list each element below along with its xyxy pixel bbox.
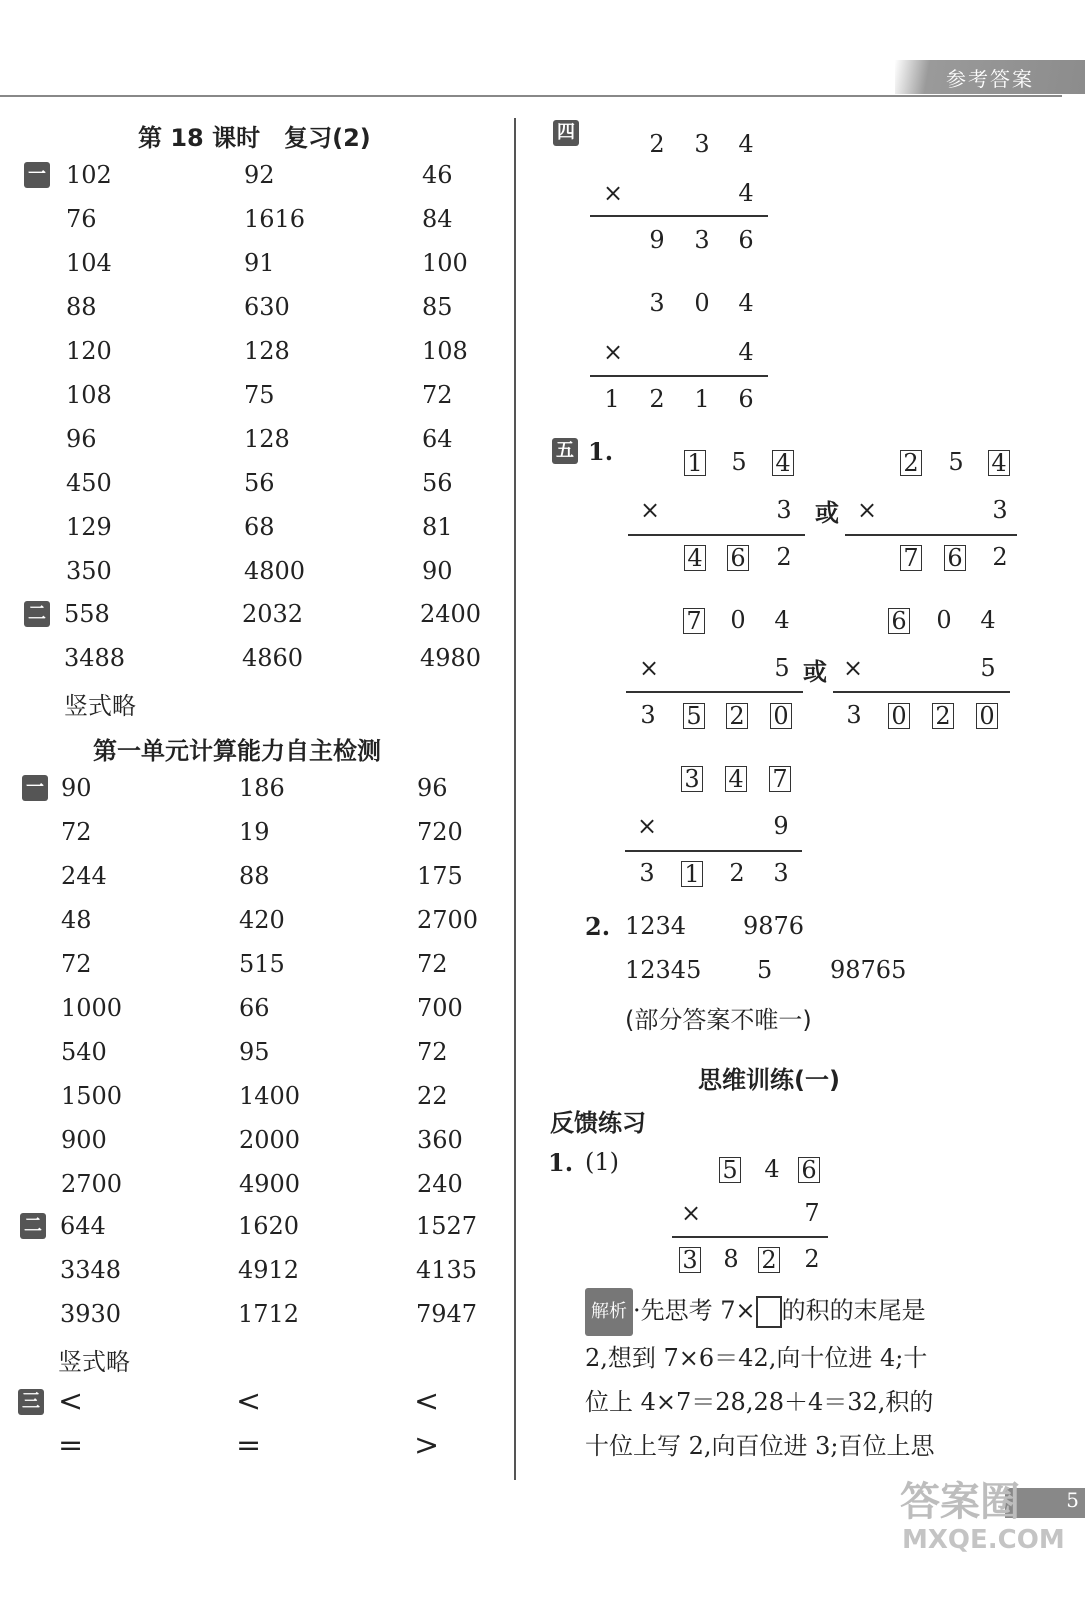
answer-cell: > [414,1428,440,1463]
answer-cell: 88 [239,862,270,890]
answer-cell: 540 [61,1038,107,1066]
answer-cell: 100 [422,249,468,277]
answer-cell: 2700 [417,906,479,934]
analysis-line-4: 十位上写 2,向百位进 3;百位上思 [585,1432,935,1460]
answer-grid-s1-1 [66,153,522,593]
answer-cell: 72 [417,950,448,978]
answer-not-unique-note: (部分答案不唯一) [625,1006,812,1034]
answer-cell: 1712 [238,1300,300,1328]
or-label: 或 [803,657,827,686]
answer-cell: 108 [422,337,468,365]
section-badge-1: 一 [24,162,50,188]
blank-box-icon [756,1296,782,1328]
section-badge-5: 五 [552,438,578,464]
answer-cell: 360 [417,1126,463,1154]
or-label: 或 [815,498,839,527]
result-line [845,534,1017,536]
answer-cell: 4900 [239,1170,301,1198]
lesson-title: 第 18 课时 复习(2) [138,124,371,152]
result-line [672,1236,828,1238]
answer-cell: 56 [244,469,275,497]
feedback-practice-heading: 反馈练习 [550,1109,646,1137]
answer-cell: 1616 [244,205,306,233]
answer-cell: 4980 [420,644,482,672]
answer-cell: 630 [244,293,290,321]
section-badge-4: 四 [553,120,579,146]
answer-cell: 1400 [239,1082,301,1110]
answer-cell: 56 [422,469,453,497]
q2-number: 2. [585,912,611,941]
answer-cell: 72 [61,950,92,978]
answer-cell: 48 [61,906,92,934]
answer-cell: 81 [422,513,453,541]
answer-cell: 186 [239,774,285,802]
q2-answer: 9876 [743,912,805,940]
answer-cell: 2032 [242,600,304,628]
answer-cell: 350 [66,557,112,585]
answer-cell: 4912 [238,1256,300,1284]
answer-cell: 75 [244,381,275,409]
q1-number: 1. [548,1148,574,1177]
answer-cell: 4860 [242,644,304,672]
section-badge-3: 三 [18,1389,44,1415]
header-rule [0,95,1062,97]
answer-cell: 515 [239,950,285,978]
answer-cell: 128 [244,425,290,453]
answer-cell: 1000 [61,994,123,1022]
answer-grid-s1-2 [64,592,520,680]
answer-cell: 558 [64,600,110,628]
answer-cell: 2000 [239,1126,301,1154]
result-line [626,691,803,693]
result-line [590,375,768,377]
answer-cell: 900 [61,1126,107,1154]
answer-grid-s2-1 [61,766,517,1206]
answer-cell: 644 [60,1212,106,1240]
answer-cell: 84 [422,205,453,233]
unit-test-title: 第一单元计算能力自主检测 [93,737,381,765]
answer-cell: 108 [66,381,112,409]
answer-cell: 1500 [61,1082,123,1110]
answer-cell: 66 [239,994,270,1022]
answer-cell: 128 [244,337,290,365]
analysis-line-1: 解析 ·先思考 7× 的积的末尾是 [585,1288,1015,1336]
answer-cell: 720 [417,818,463,846]
answer-cell: 96 [66,425,97,453]
answer-cell: < [414,1384,440,1419]
q2-answer: 1234 [625,912,687,940]
answer-cell: 700 [417,994,463,1022]
answer-cell: 90 [422,557,453,585]
vertical-omitted-note: 竖式略 [64,692,136,720]
answer-cell: 104 [66,249,112,277]
answer-cell: 4135 [416,1256,478,1284]
answer-grid-s2-2 [60,1204,516,1336]
result-line [833,691,1010,693]
answer-cell: 420 [239,906,285,934]
answer-cell: 1620 [238,1212,300,1240]
section-badge-1: 一 [22,775,48,801]
answer-cell: 46 [422,161,453,189]
answer-cell: 88 [66,293,97,321]
answer-cell: 3930 [60,1300,122,1328]
answer-cell: 3348 [60,1256,122,1284]
watermark-url: MXQE.COM [902,1525,1065,1555]
answer-cell: 72 [417,1038,448,1066]
comparison-grid [58,1380,514,1468]
answer-cell: 175 [417,862,463,890]
analysis-paragraph [585,1288,1015,1468]
q2-answer: 12345 [625,956,702,984]
result-line [590,215,768,217]
analysis-line-3: 位上 4×7＝28,28＋4＝32,积的 [585,1388,934,1416]
answer-cell: 244 [61,862,107,890]
answer-cell: 92 [244,161,275,189]
answer-cell: < [58,1384,84,1419]
answer-cell: = [236,1428,262,1463]
q2-answer: 98765 [830,956,907,984]
reference-answers-tab: 参考答案 [895,60,1085,94]
answer-cell: 450 [66,469,112,497]
analysis-tag: 解析 [585,1288,633,1336]
page-number: 5 [1005,1488,1085,1518]
answer-cell: 19 [239,818,270,846]
answer-cell: 2700 [61,1170,123,1198]
result-line [628,534,805,536]
answer-cell: 90 [61,774,92,802]
answer-cell: 95 [239,1038,270,1066]
answer-cell: 1527 [416,1212,478,1240]
answer-cell: 85 [422,293,453,321]
answer-cell: 22 [417,1082,448,1110]
vertical-omitted-note: 竖式略 [58,1348,130,1376]
answer-cell: 76 [66,205,97,233]
answer-cell: 129 [66,513,112,541]
answer-cell: = [58,1428,84,1463]
section-badge-2: 二 [24,601,50,627]
q1-sub: (1) [585,1148,619,1176]
answer-cell: 72 [422,381,453,409]
answer-cell: 240 [417,1170,463,1198]
answer-cell: 64 [422,425,453,453]
analysis-line-2: 2,想到 7×6＝42,向十位进 4;十 [585,1344,928,1372]
answer-cell: 7947 [416,1300,478,1328]
section-badge-2: 二 [20,1213,46,1239]
answer-cell: 91 [244,249,275,277]
answer-cell: 2400 [420,600,482,628]
answer-cell: < [236,1384,262,1419]
thinking-training-title: 思维训练(一) [698,1066,840,1094]
result-line [625,850,802,852]
answer-cell: 102 [66,161,112,189]
watermark-logo: 答案圈 [900,1479,1020,1525]
answer-cell: 68 [244,513,275,541]
answer-cell: 96 [417,774,448,802]
answer-cell: 3488 [64,644,126,672]
answer-cell: 72 [61,818,92,846]
q5-number: 1. [588,437,614,466]
answer-cell: 120 [66,337,112,365]
answer-cell: 4800 [244,557,306,585]
q2-answer: 5 [757,956,773,984]
